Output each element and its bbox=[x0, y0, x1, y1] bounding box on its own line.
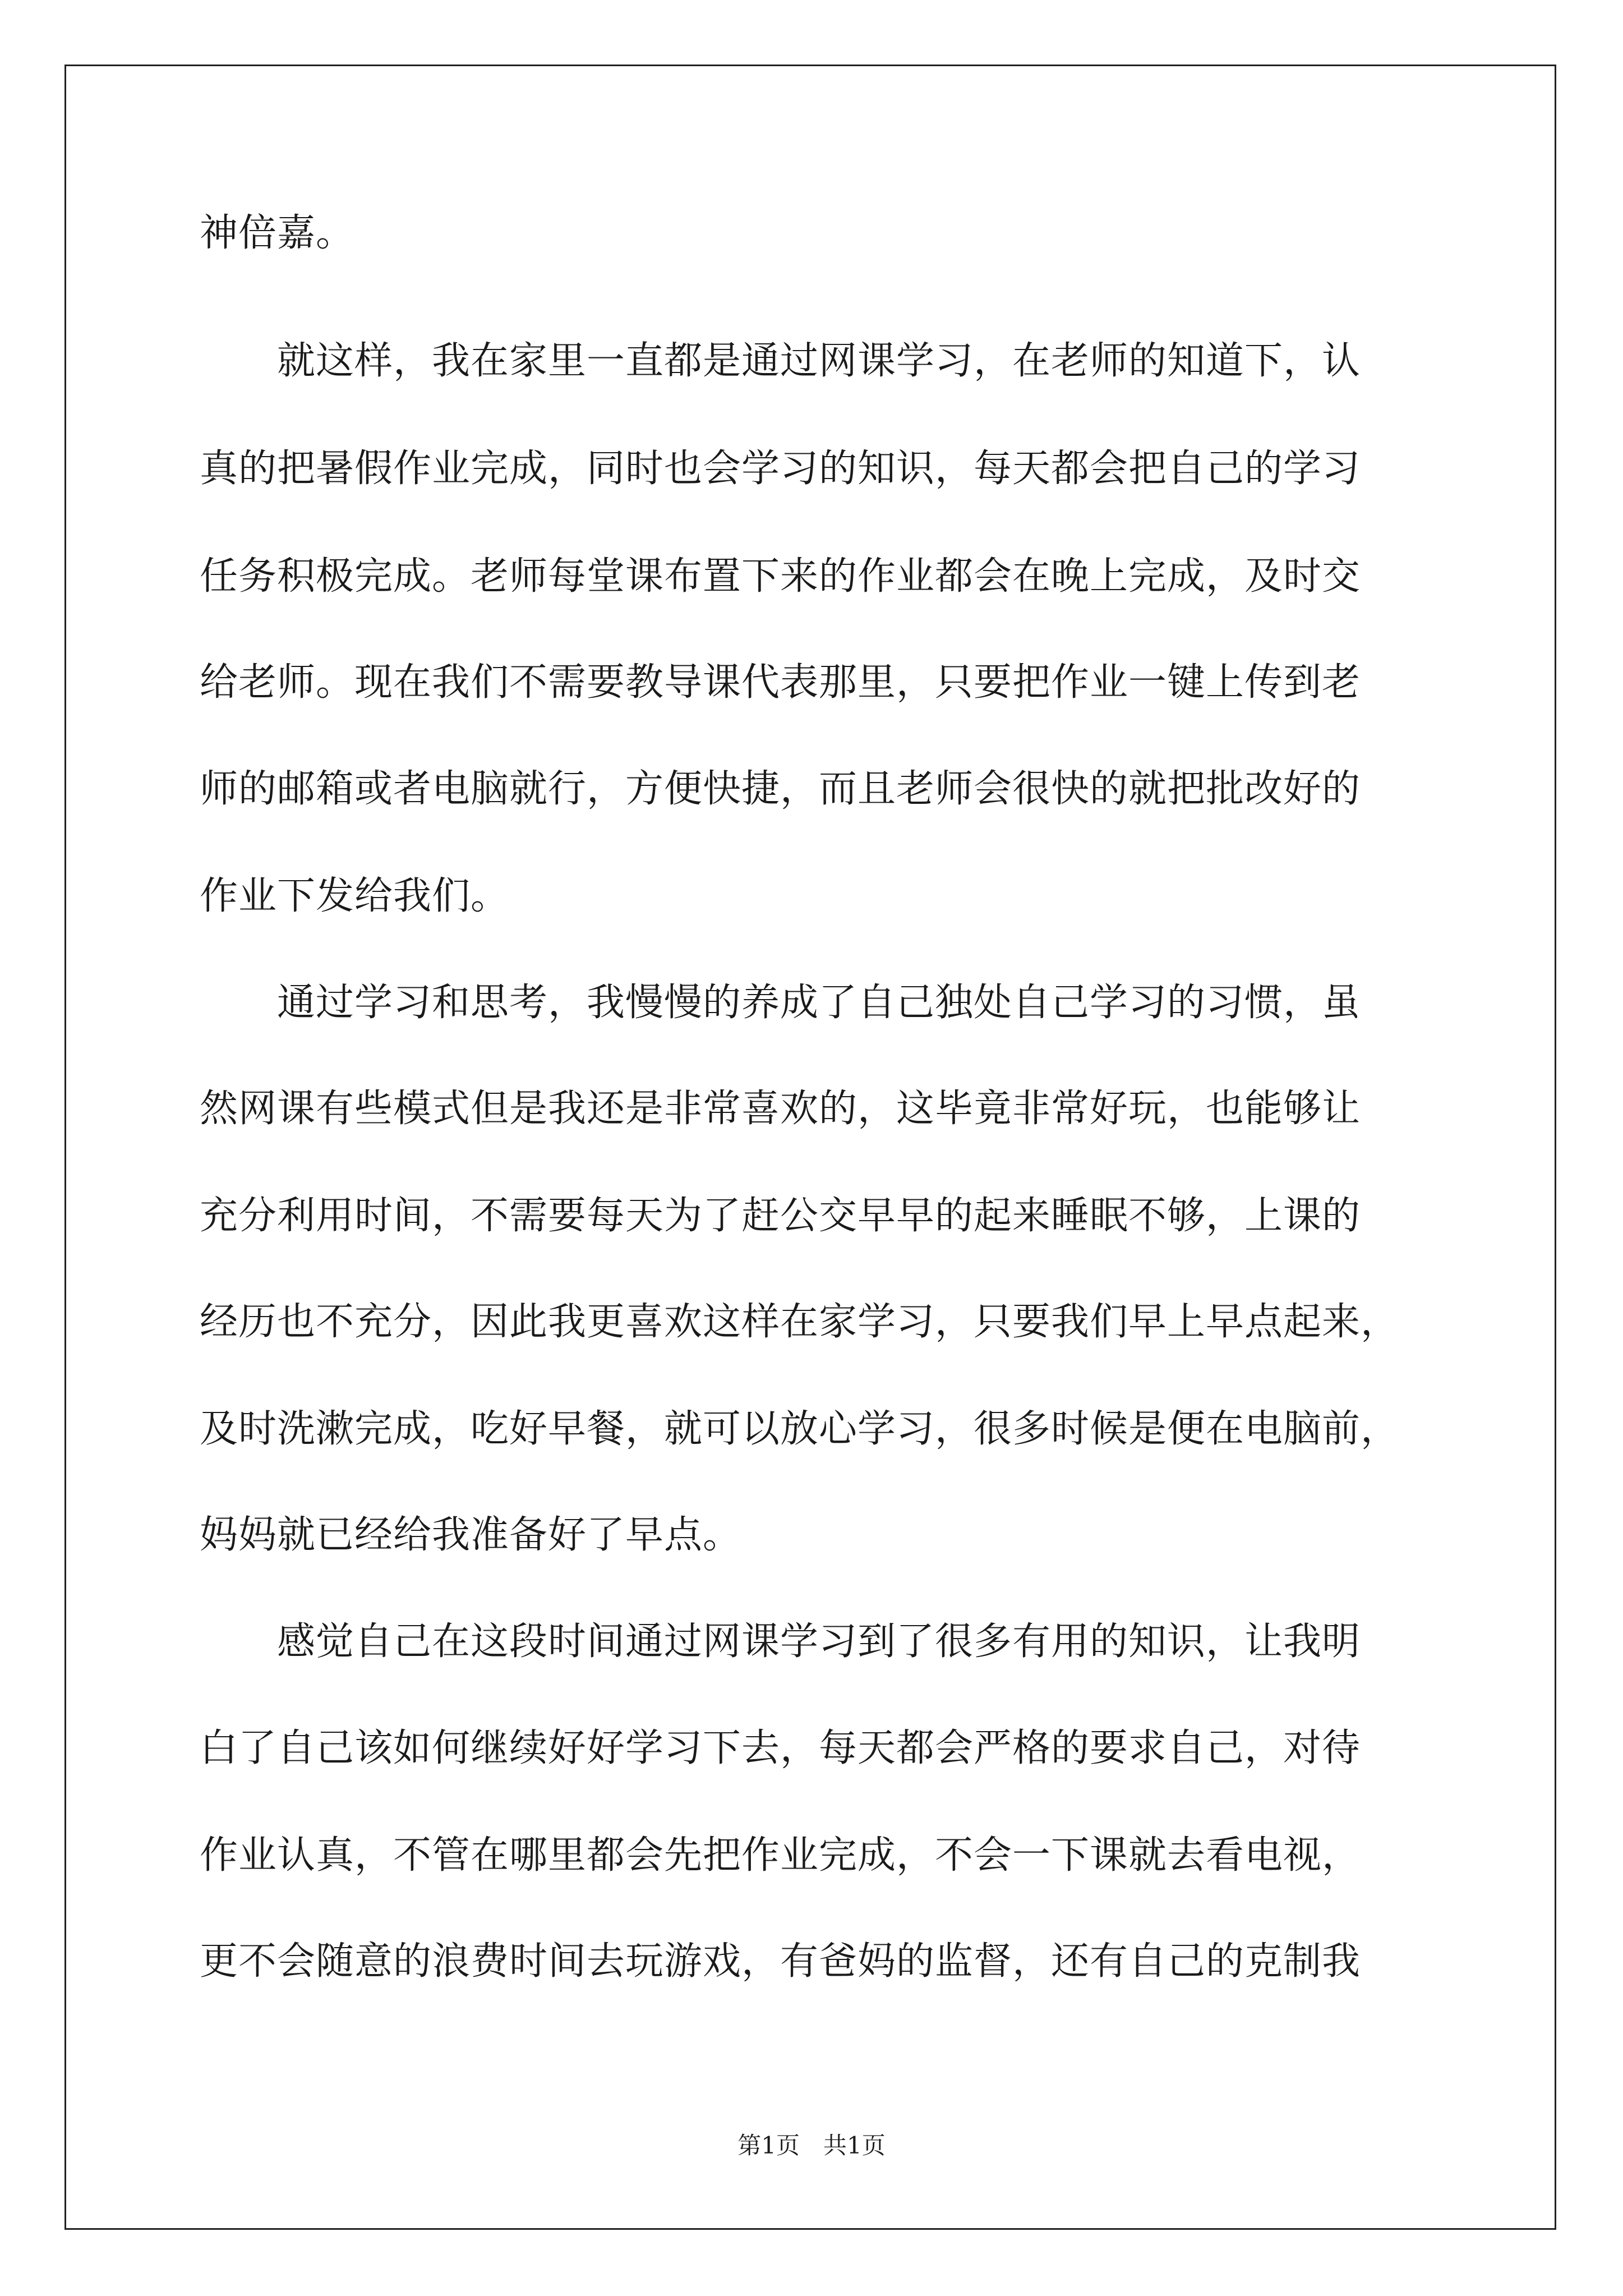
text-line: 任务积极完成。老师每堂课布置下来的作业都会在晚上完成，及时交 bbox=[200, 554, 1361, 599]
text-line: 作业认真，不管在哪里都会先把作业完成，不会一下课就去看电视， bbox=[200, 1833, 1361, 1878]
page-footer: 第1页 共1页 bbox=[737, 2132, 886, 2159]
text-line: 然网课有些模式但是我还是非常喜欢的，这毕竟非常好玩，也能够让 bbox=[200, 1087, 1361, 1131]
text-line: 经历也不充分，因此我更喜欢这样在家学习，只要我们早上早点起来， bbox=[200, 1300, 1400, 1344]
text-line: 白了自己该如何继续好好学习下去，每天都会严格的要求自己，对待 bbox=[200, 1726, 1361, 1770]
text-line: 更不会随意的浪费时间去玩游戏，有爸妈的监督，还有自己的克制我 bbox=[200, 1939, 1361, 1984]
text-line: 给老师。现在我们不需要教导课代表那里，只要把作业一键上传到老 bbox=[200, 660, 1361, 705]
text-line: 充分利用时间，不需要每天为了赶公交早早的起来睡眠不够，上课的 bbox=[200, 1194, 1361, 1238]
text-line: 感觉自己在这段时间通过网课学习到了很多有用的知识，让我明 bbox=[200, 1619, 1361, 1664]
text-line: 妈妈就已经给我准备好了早点。 bbox=[200, 1513, 742, 1557]
text-line: 作业下发给我们。 bbox=[200, 874, 510, 918]
text-line: 师的邮箱或者电脑就行，方便快捷，而且老师会很快的就把批改好的 bbox=[200, 767, 1361, 811]
text-line: 通过学习和思考，我慢慢的养成了自己独处自己学习的习惯，虽 bbox=[200, 981, 1361, 1025]
text-line: 神倍嘉。 bbox=[200, 211, 355, 255]
text-line: 就这样，我在家里一直都是通过网课学习，在老师的知道下，认 bbox=[200, 339, 1361, 383]
text-line: 及时洗漱完成，吃好早餐，就可以放心学习，很多时候是便在电脑前， bbox=[200, 1407, 1400, 1451]
page-border bbox=[64, 65, 1556, 2230]
text-line: 真的把暑假作业完成，同时也会学习的知识，每天都会把自己的学习 bbox=[200, 447, 1361, 491]
